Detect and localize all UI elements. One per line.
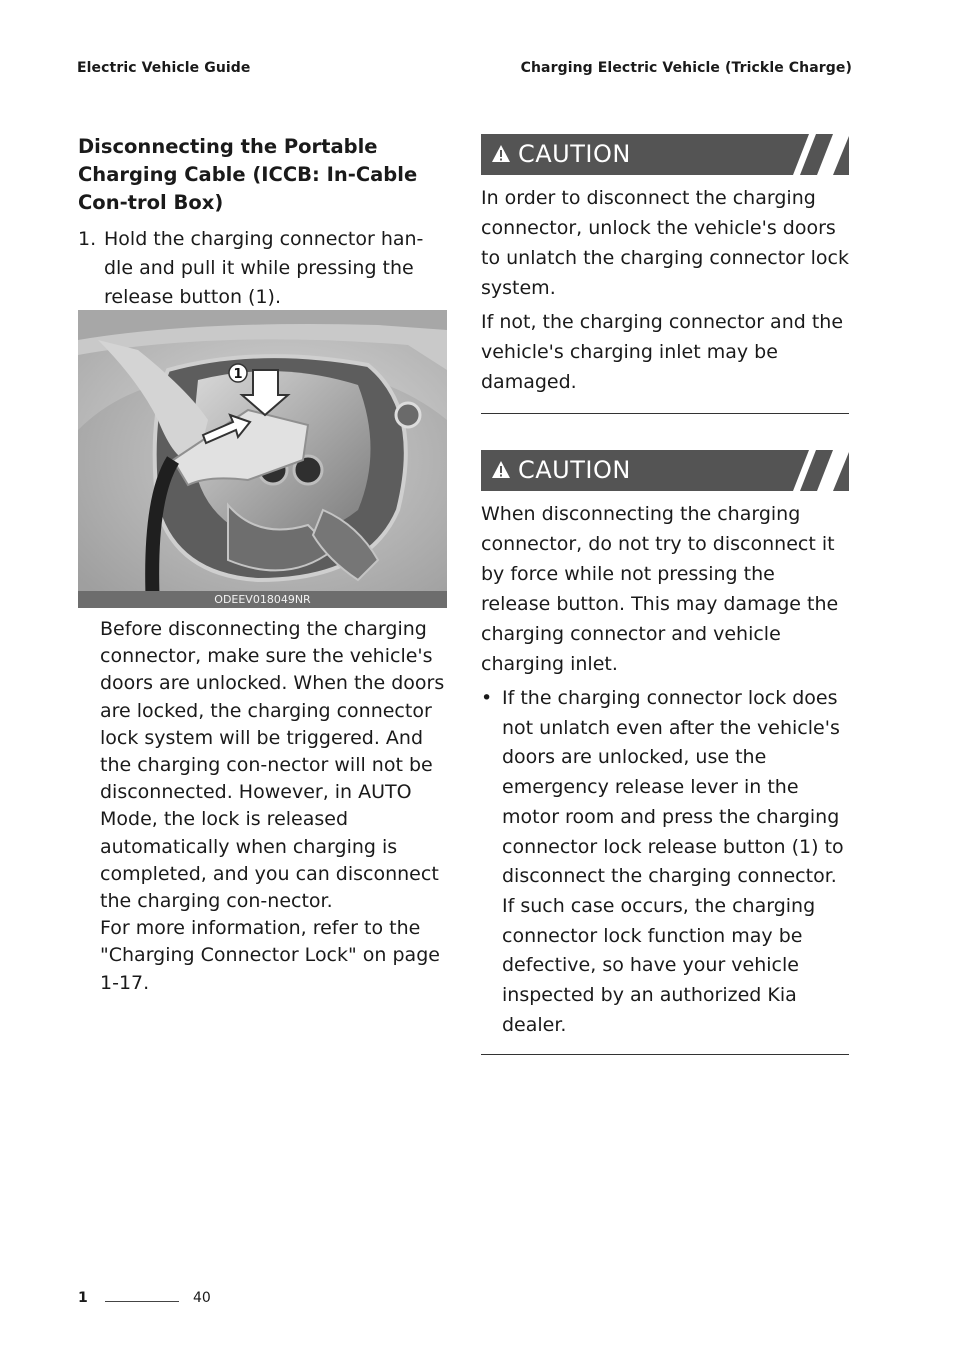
running-header-left: Electric Vehicle Guide xyxy=(77,60,251,76)
body-paragraph-2: For more information, refer to the "Charging Connector Lock" on page 1-17. xyxy=(100,917,440,994)
step-number: 1. xyxy=(78,228,97,250)
caution-paragraph: When disconnecting the charging connector, do not try to disconnect it by force while not pressing the release button. This may damage the charging connector and vehicle charging inlet. xyxy=(481,503,839,675)
warning-icon xyxy=(491,144,511,163)
image-code: ODEEV018049NR xyxy=(78,591,447,608)
bullet-text: If the charging connector lock does not unlatch even after the vehicle's doors are unlocked, use the emergency release lever in the motor room and press the charging connector lock release button (1) to disconnect the charging connector. If such case occurs, the charging connector lock function may be defective, so have your vehicle inspected by an authorized Kia dealer. xyxy=(502,687,844,1036)
caution-header xyxy=(481,450,849,491)
callout-number: 1 xyxy=(233,367,243,382)
caution-divider xyxy=(481,1054,849,1055)
caution-box-2 xyxy=(481,450,849,1055)
section-title: Disconnecting the Portable Charging Cable (ICCB: In-Cable Con-trol Box) xyxy=(78,135,418,214)
decorative-stripes xyxy=(779,450,849,491)
caution-header xyxy=(481,134,849,175)
caution-paragraph: In order to disconnect the charging connector, unlock the vehicle's doors to unlatch the charging connector lock system. xyxy=(481,187,849,299)
step-1 xyxy=(78,225,448,312)
footer-rule xyxy=(105,1301,179,1302)
running-header-right: Charging Electric Vehicle (Trickle Charge) xyxy=(520,60,852,76)
chapter-number: 1 xyxy=(78,1290,88,1306)
step-text: Hold the charging connector han-dle and pull it while pressing the release button (1). xyxy=(104,228,424,308)
instruction-body xyxy=(100,616,450,997)
page-number: 40 xyxy=(193,1290,211,1306)
caution-divider xyxy=(481,413,849,414)
decorative-stripes xyxy=(779,134,849,175)
caution-bullet xyxy=(481,684,849,1040)
caution-paragraph: If not, the charging connector and the vehicle's charging inlet may be damaged. xyxy=(481,311,844,393)
caution-box-1 xyxy=(481,134,849,414)
caution-label: CAUTION xyxy=(518,140,631,168)
warning-icon xyxy=(491,460,511,479)
charging-connector-photo xyxy=(78,310,447,608)
left-column xyxy=(78,133,448,312)
connector-illustration xyxy=(78,310,447,608)
body-paragraph-1: Before disconnecting the charging connector, make sure the vehicle's doors are unlocked. When the doors are locked, the charging connector lock system will be triggered. And the charging con-nector will not be disconnected. However, in AUTO Mode, the lock is released automatically when charging is completed, and you can disconnect the charging con-nector. xyxy=(100,618,445,913)
caution-label: CAUTION xyxy=(518,456,631,484)
bullet-marker: • xyxy=(481,687,493,709)
right-column xyxy=(481,134,849,1055)
